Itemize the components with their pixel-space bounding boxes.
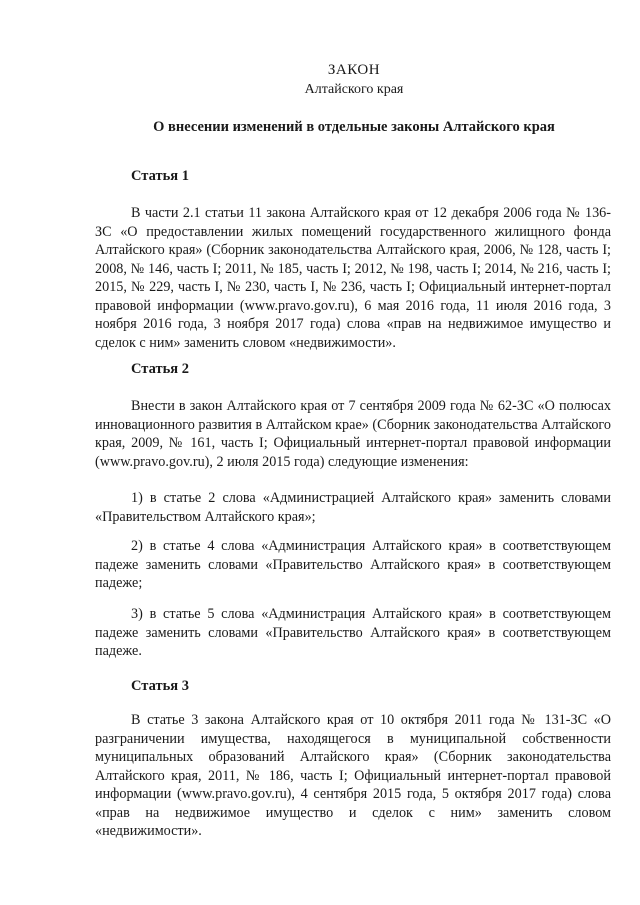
article-1-paragraph-1: В части 2.1 статьи 11 закона Алтайского края от 12 декабря 2006 года № 136-ЗС «О предоставлении жилых помещений государственного жилищного фонда Алтайского края» (Сборник законодательства Алтайского края, 2006, № 128, часть I; 2008, № 146, часть I; 2011, № 185, часть I; 2012, № 198, часть I; 2014, № 216, часть I; 2015, № 229, часть I, № 230, часть I, № 236, часть I; Официальный интернет-портал правовой информации (www.pravo.gov.ru), 6 мая 2016 года, 11 июля 2016 года, 3 ноября 2016 года, 3 ноября 2017 года) слова «прав на недвижимое имущество и сделок с ним» заменить словом «недвижимости».	[95, 205, 611, 351]
article-3-paragraph-1: В статье 3 закона Алтайского края от 10 октября 2011 года № 131-ЗС «О разграничении имущества, находящегося в муниципальной собственности муниципальных образований Алтайского края» (Сборник законодательства Алтайского края, 2011, № 186, часть I; Официальный интернет-портал правовой информации (www.pravo.gov.ru), 4 сентября 2015 года, 5 октября 2017 года) слова «прав на недвижимое имущество и сделок с ним» заменить словом «недвижимости».	[95, 712, 611, 839]
article-2-paragraph-1: Внести в закон Алтайского края от 7 сентября 2009 года № 62-ЗС «О полюсах инновационного развития в Алтайском крае» (Сборник законодательства Алтайского края, 2009, № 161, часть I; Официальный интернет-портал правовой информации (www.pravo.gov.ru), 2 июля 2015 года) следующие изменения:	[95, 398, 611, 470]
article-2-paragraph-3: 2) в статье 4 слова «Администрация Алтайского края» в соответствующем падеже заменить словами «Правительство Алтайского края» в соответствующем падеже;	[95, 538, 611, 591]
article-1-heading: Статья 1	[131, 168, 189, 184]
article-2-paragraph-4: 3) в статье 5 слова «Администрация Алтайского края» в соответствующем падеже заменить словами «Правительство Алтайского края» в соответствующем падеже.	[95, 606, 611, 659]
article-2-heading: Статья 2	[131, 361, 189, 377]
article-3-heading: Статья 3	[131, 678, 189, 694]
document-region: Алтайского края	[304, 82, 404, 97]
document-type-title: ЗАКОН	[327, 62, 381, 78]
article-2-paragraph-2: 1) в статье 2 слова «Администрацией Алтайского края» заменить словами «Правительством Алтайского края»;	[95, 490, 611, 525]
document-heading: О внесении изменений в отдельные законы Алтайского края	[153, 119, 555, 135]
